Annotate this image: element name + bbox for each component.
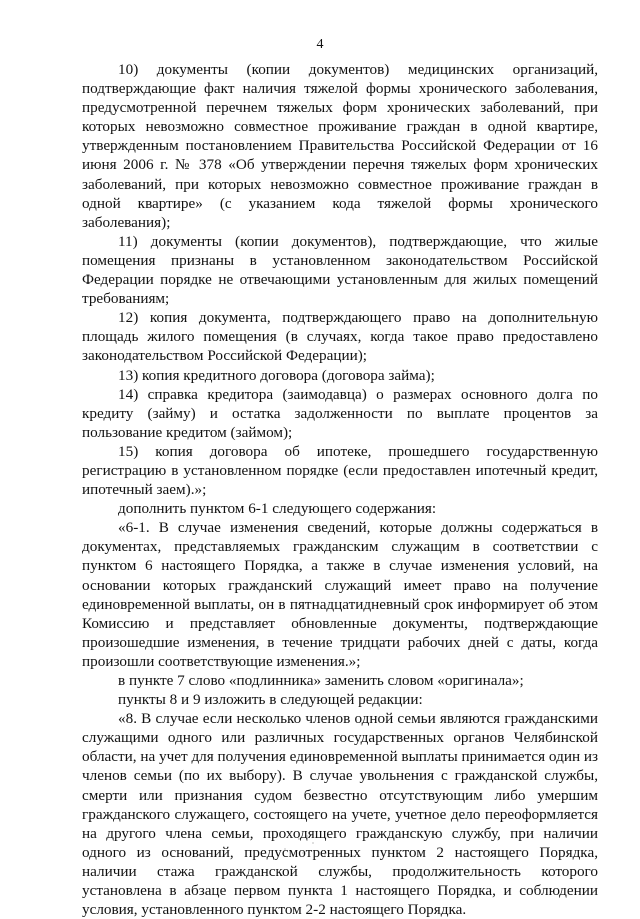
paragraph-item-14: 14) справка кредитора (заимодавца) о размерах основного долга по кредиту (займу) и остатка задолженности по выплате процентов за пользование кредитом (займом); [82,385,598,441]
paragraph-item-10: 10) документы (копии документов) медицинских организаций, подтверждающие факт наличия тяжелой формы хронического заболевания, предусмотренной перечнем тяжелых форм хронических заболеваний, при которых невозможно совместное проживание граждан в одной квартире, утвержденным постановлением Правительства Российской Федерации от 16 июня 2006 г. № 378 «Об утверждении перечня тяжелых форм хронических заболеваний, при которых невозможно совместное проживание граждан в одной квартире» (с указанием кода тяжелой формы хронического заболевания); [82,61,598,231]
paragraph-item-11: 11) документы (копии документов), подтверждающие, что жилые помещения признаны в установленном законодательством Российской Федерации порядке не отвечающими установленным для жилых помещений требованиям; [82,232,598,308]
paragraph-clause-6-1: «6-1. В случае изменения сведений, которые должны содержаться в документах, представляемых гражданским служащим в соответствии с пунктом 6 настоящего Порядка, а также в случае изменения условий, на основании которых гражданский служащий имеет право на получение единовременной выплаты, он в пятнадцатидневный срок информирует об этом Комиссию и представляет обновленные документы, подтверждающие произошедшие изменения, в течение тридцати рабочих дней с даты, когда произошли соответствующие изменения.»; [82,519,598,670]
paragraph-amend-8-9-intro: пункты 8 и 9 изложить в следующей редакции: [118,691,423,709]
document-body [82,60,598,919]
paragraph-amend-6-1-intro: дополнить пунктом 6-1 следующего содержания: [118,500,437,518]
page-number: 4 [316,37,324,52]
paragraph-item-13: 13) копия кредитного договора (договора займа); [118,366,435,384]
paragraph-item-12: 12) копия документа, подтверждающего право на дополнительную площадь жилого помещения (в случаях, когда такое право предоставлено законодательством Российской Федерации); [82,309,598,365]
scan-artifact [272,834,372,860]
paragraph-item-15: 15) копия договора об ипотеке, прошедшего государственную регистрацию в установленном порядке (если предоставлен ипотечный кредит, ипотечный заем).»; [82,442,598,499]
paragraph-amend-7: в пункте 7 слово «подлинника» заменить словом «оригинала»; [118,672,524,689]
paragraph-clause-8: «8. В случае если несколько членов одной семьи являются гражданскими служащими одного или различных государственных органов Челябинской области, на учет для получения единовременной выплаты принимается один из членов семьи (по их выбору). В случае увольнения с гражданской службы, смерти или признания судом безвестно отсутствующим либо умершим гражданского служащего, состоящего на учете, учетное дело переоформляется на другого члена семьи, проходящего гражданскую службу, при наличии одного из оснований, предусмотренных пунктом 2 настоящего Порядка, наличии стажа гражданской службы, продолжительность которого установлена в абзаце первом пункта 1 настоящего Порядка, и соблюдении условия, установленного пунктом 2-2 настоящего Порядка. [82,710,598,919]
